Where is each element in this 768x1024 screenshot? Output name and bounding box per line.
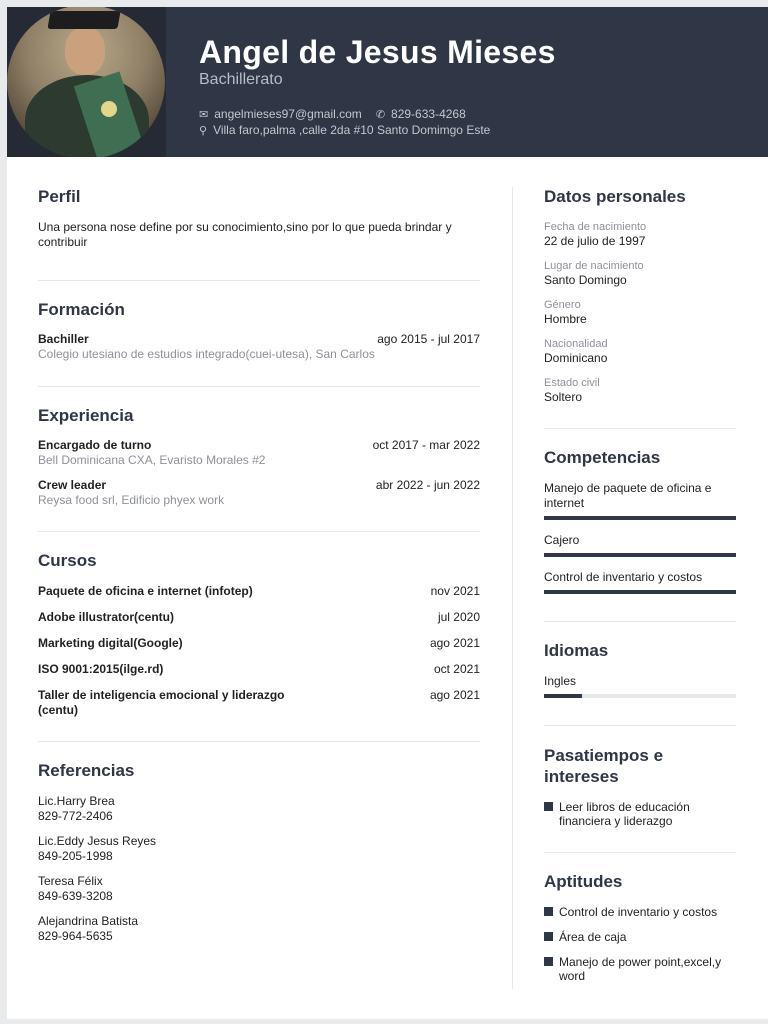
- divider: [38, 741, 480, 742]
- reference-phone: 829-772-2406: [38, 809, 113, 823]
- skill-bar: [544, 516, 736, 520]
- personal-field: [544, 298, 736, 327]
- skill-name: Control de inventario y costos: [544, 570, 703, 584]
- bullet-square-icon: [544, 957, 553, 966]
- candidate-subtitle: Bachillerato: [199, 71, 283, 88]
- experience-dates: abr 2022 - jun 2022: [375, 478, 480, 492]
- hobby-item: [544, 800, 736, 828]
- field-value: Hombre: [544, 312, 587, 326]
- aptitude-item: [544, 930, 736, 944]
- profile-text: Una persona nose define por su conocimiento,sino por lo que pueda brindar y contribuir: [38, 220, 452, 249]
- aptitude-text: Manejo de power point,excel,y word: [559, 955, 722, 983]
- section-title: Aptitudes: [544, 872, 623, 891]
- skill-bar: [544, 590, 736, 594]
- course-item: [38, 688, 480, 718]
- divider: [544, 852, 736, 853]
- personal-field: [544, 337, 736, 366]
- location-pin-icon: ⚲: [199, 124, 208, 137]
- reference-phone: 849-639-3208: [38, 889, 113, 903]
- experience-item: [38, 438, 480, 468]
- section-title: Formación: [38, 300, 125, 319]
- section-experiencia: [38, 406, 480, 508]
- section-title: Competencias: [544, 448, 661, 467]
- section-perfil: [38, 187, 480, 250]
- reference-item: [38, 874, 480, 904]
- sidebar-column: [544, 187, 736, 983]
- divider: [38, 531, 480, 532]
- experience-role: Crew leader: [38, 478, 107, 492]
- section-competencias: [544, 448, 736, 594]
- hobby-text: Leer libros de educación financiera y liderazgo: [559, 800, 690, 828]
- reference-phone: 829-964-5635: [38, 929, 113, 943]
- section-pasatiempos: [544, 745, 736, 828]
- reference-name: Teresa Félix: [38, 874, 103, 888]
- field-label: Género: [544, 299, 581, 311]
- education-degree: Bachiller: [38, 332, 89, 346]
- address-text: Villa faro,palma ,calle 2da #10 Santo Domimgo Este: [213, 123, 491, 137]
- section-formacion: [38, 300, 480, 362]
- section-title: Cursos: [38, 551, 97, 570]
- language-item: [544, 674, 736, 698]
- reference-item: [38, 834, 480, 864]
- aptitude-text: Área de caja: [559, 930, 627, 944]
- skill-item: [544, 533, 736, 557]
- divider: [544, 621, 736, 622]
- course-name: Taller de inteligencia emocional y liderazgo (centu): [38, 688, 285, 717]
- language-bar-fill: [544, 694, 582, 698]
- course-item: [38, 610, 480, 625]
- skill-item: [544, 570, 736, 594]
- email-link[interactable]: angelmieses97@gmail.com: [214, 107, 362, 121]
- resume-header: [7, 7, 768, 157]
- skill-name: Cajero: [544, 533, 580, 547]
- course-name: Paquete de oficina e internet (infotep): [38, 584, 253, 598]
- aptitude-text: Control de inventario y costos: [559, 905, 718, 919]
- experience-company: Bell Dominicana CXA, Evaristo Morales #2: [38, 453, 266, 467]
- reference-phone: 849-205-1998: [38, 849, 113, 863]
- contact-row-2: [199, 123, 490, 137]
- field-label: Fecha de nacimiento: [544, 221, 647, 233]
- column-divider: [512, 187, 513, 989]
- reference-name: Lic.Eddy Jesus Reyes: [38, 834, 157, 848]
- course-date: ago 2021: [429, 636, 480, 650]
- education-dates: ago 2015 - jul 2017: [377, 332, 480, 346]
- phone-number: 829-633-4268: [391, 107, 466, 121]
- education-item: [38, 332, 480, 362]
- language-bar: [544, 694, 736, 698]
- field-label: Nacionalidad: [544, 338, 608, 350]
- contact-row-1: [199, 107, 466, 121]
- main-column: [38, 187, 480, 944]
- section-cursos: [38, 551, 480, 718]
- experience-role: Encargado de turno: [38, 438, 152, 452]
- reference-item: [38, 914, 480, 944]
- section-title: Datos personales: [544, 187, 686, 206]
- candidate-name: Angel de Jesus Mieses: [199, 34, 556, 70]
- field-value: 22 de julio de 1997: [544, 234, 646, 248]
- course-date: nov 2021: [430, 584, 480, 598]
- course-name: ISO 9001:2015(ilge.rd): [38, 662, 164, 676]
- skill-name: Manejo de paquete de oficina e internet: [544, 481, 712, 510]
- photo-graduation-cap: [47, 11, 120, 29]
- experience-dates: oct 2017 - mar 2022: [372, 438, 480, 452]
- skill-bar-fill: [544, 590, 736, 594]
- personal-field: [544, 376, 736, 405]
- section-datos-personales: [544, 187, 736, 405]
- skill-item: [544, 481, 736, 520]
- photo-medal: [101, 101, 117, 117]
- divider: [38, 280, 480, 281]
- reference-name: Lic.Harry Brea: [38, 794, 115, 808]
- bullet-square-icon: [544, 907, 553, 916]
- section-title: Perfil: [38, 187, 81, 206]
- skill-bar-fill: [544, 553, 736, 557]
- course-item: [38, 636, 480, 651]
- reference-item: [38, 794, 480, 824]
- phone-icon: ✆: [375, 108, 386, 121]
- section-title: Experiencia: [38, 406, 134, 425]
- course-name: Marketing digital(Google): [38, 636, 183, 650]
- section-idiomas: [544, 641, 736, 698]
- aptitude-item: [544, 955, 736, 983]
- reference-name: Alejandrina Batista: [38, 914, 139, 928]
- language-name: Ingles: [544, 674, 577, 688]
- section-referencias: [38, 761, 480, 944]
- section-title: Referencias: [38, 761, 135, 780]
- profile-photo-frame: [7, 7, 166, 157]
- field-value: Dominicano: [544, 351, 608, 365]
- experience-item: [38, 478, 480, 508]
- course-date: oct 2021: [433, 662, 480, 676]
- envelope-icon: ✉: [199, 108, 209, 121]
- course-date: jul 2020: [437, 610, 480, 624]
- field-value: Santo Domingo: [544, 273, 627, 287]
- course-name: Adobe illustrator(centu): [38, 610, 175, 624]
- education-school: Colegio utesiano de estudios integrado(cuei-utesa), San Carlos: [38, 347, 375, 361]
- course-item: [38, 584, 480, 599]
- skill-bar: [544, 553, 736, 557]
- divider: [544, 428, 736, 429]
- field-value: Soltero: [544, 390, 583, 404]
- section-title: Pasatiempos e intereses: [544, 746, 664, 786]
- personal-field: [544, 220, 736, 249]
- divider: [38, 386, 480, 387]
- aptitude-item: [544, 905, 736, 919]
- photo-head: [65, 27, 105, 75]
- divider: [544, 725, 736, 726]
- resume-page: [7, 7, 768, 1019]
- section-aptitudes: [544, 872, 736, 983]
- course-item: [38, 662, 480, 677]
- bullet-square-icon: [544, 802, 553, 811]
- field-label: Lugar de nacimiento: [544, 260, 644, 272]
- section-title: Idiomas: [544, 641, 609, 660]
- personal-field: [544, 259, 736, 288]
- bullet-square-icon: [544, 932, 553, 941]
- field-label: Estado civil: [544, 377, 600, 389]
- profile-photo: [7, 7, 165, 157]
- course-date: ago 2021: [429, 688, 480, 702]
- skill-bar-fill: [544, 516, 736, 520]
- experience-company: Reysa food srl, Edificio phyex work: [38, 493, 225, 507]
